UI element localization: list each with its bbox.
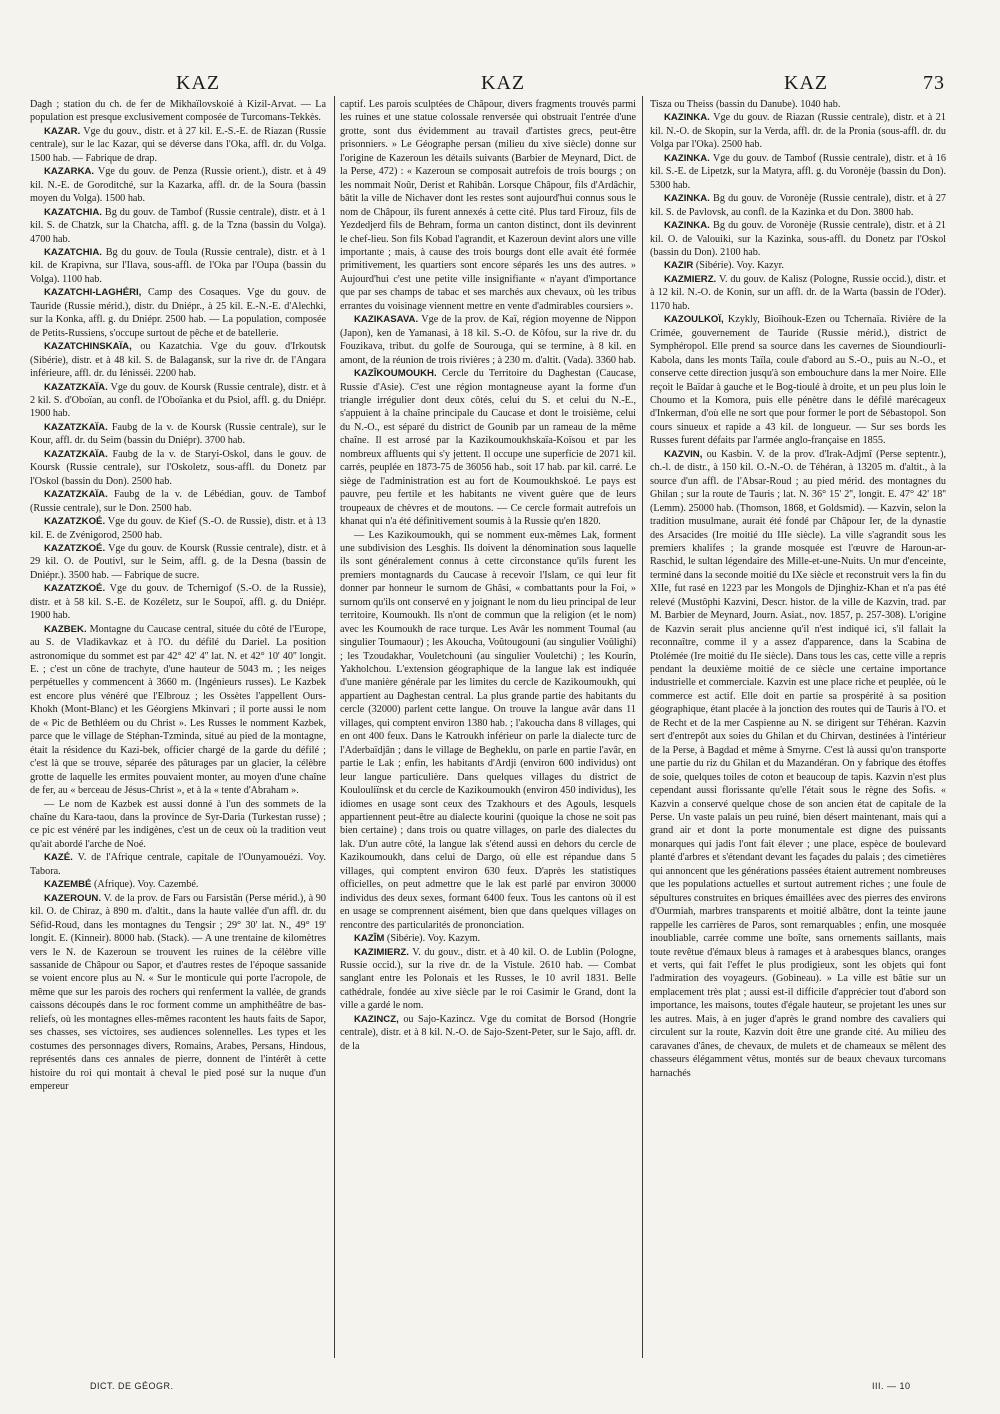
entry-text: Faubg de la v. de Staryi-Oskol, dans le gouv. de Koursk (Russie centrale), sur l'Oskoletz, sous-affl. du Donetz par l'Oskol (bassin du Don). 2500 hab. bbox=[30, 448, 326, 487]
entry-text: Vge du gouv. de Tchernigof (S.-O. de la Russie), distr. et à 58 kil. S.-E. de Kozéletz, sur le Soupoï, affl. g. du Dniépr. 1900 hab. bbox=[30, 583, 326, 622]
dictionary-entry bbox=[30, 125, 326, 165]
page-number: 73 bbox=[923, 72, 945, 94]
dictionary-entry bbox=[30, 421, 326, 448]
running-head-middle: KAZ bbox=[481, 72, 526, 94]
entry-text: Bg du gouv. de Voronèje (Russie centrale), distr. et à 21 kil. O. de Valouiki, sur la Kazinka, sous-affl. du Donetz par l'Oskol (bassin du Don). 2100 hab. bbox=[650, 220, 946, 258]
dictionary-entry bbox=[340, 529, 636, 933]
dictionary-entry bbox=[30, 582, 326, 622]
entry-headword: KAZÎM bbox=[354, 933, 385, 945]
entry-text: ou Kasbin. V. de la prov. d'Irak-Adjmî (Perse septentr.), ch.-l. de distr., à 150 kil. O.-N.-O. de Téhéran, à 13205 m. d'altit., à la source d'un affl. de l'Absar-Roud ; au pied mérid. des montagnes du Ghilan ; sur la route de Tauris ; lat. N. 36° 15' 2'', longit. E. 47° 42' 18'' (Lemm). 25000 hab. (Thomson, 1868, et Goldsmid). — Kazvin, selon la tradition musulmane, aurait été fondé par Châpour Ier, de la dynastie des Arsacides (Ire moitié du IIIe siècle). La ville s'agrandit sous les premiers khalifes ; la grande mosquée est l'œuvre de Haroun-ar-Raschid, le sultan légendaire des Mille-et-une-Nuits. Un mur d'enceinte, terminé dans la seconde moitié du IXe siècle et reconstruit vers la fin du XIIe, fut rasé en 1223 par les Mongols de Djinghiz-Khan et n'a pas été relevé (Mustôphi Kazvini, Descr. histor. de la ville de Kazvin, trad. par M. Barbier de Meynard, Journ. Asiat., nov. 1857, p. 257-308). L'origine de Kazvin serait plus ancienne qu'il n'est indiqué ici, s'il fallait la reconnaître, comme il y a assez d'apparence, dans la Scabina de Ptolémée (Ire moitié du IIe siècle). Dans tous les cas, cette ville a repris pendant la deuxième moitié de ce siècle une certaine importance industrielle et commerciale. Kazvin est une place riche et peuplée, où le commerce est actif. Elle doit en partie sa prospérité à sa position géographique, étant placée à la jonction des routes qui de Tauris à l'O. et de Recht et de la mer Caspienne au N. se dirigent sur Téhéran. Kazvin sert d'entrepôt aux soies du Ghilan et du Chirvan, destinées à l'intérieur de la Perse, à Bagdad et même à Smyrne. C'est là aussi qu'on transporte une partie du riz du Ghilan et du Mazandéran. On y fabrique des étoffes de soie, quelques toiles de coton et beaucoup de tapis. Kazvin n'est plus cependant aussi florissante qu'elle l'était sous le règne des Sofis. « Kazvin a conservé quelque chose de son ancien état de capitale de la Perse. Un vaste palais un peu ruiné, bien désert maintenant, mais qui a grand air et dont la porte monumentale est digne des puissants monarques qui jadis l'ont fait élever ; une place, espèce de boulevard planté d'arbres et s'étendant devant les façades du palais ; des cimetières qui annoncent que les générations passées étaient autrement nombreuses que les populations actuelles et surtout autrement riches ; une foule de sépultures construites en briques émaillées avec des pierres des environs d'Ourmiah, marbres transparents et moitié albâtre, dont la teinte jaune rappelle les carrières de Paros, sont remarquables ; enfin, une mosquée inoubliable, carrée comme une boîte, sans ornements saillants, mais toute revêtue d'émaux bleus à ramages et à arabesques blancs, oranges et verts, qui fait l'effet le plus prodigieux, sont les objets qui font l'admiration des voyageurs. (Gobineau). » La ville est bâtie sur un emplacement très plat ; aussi est-il difficile d'apprécier tout d'abord son importance, les maisons, toutes d'égale hauteur, se projetant les unes sur les autres. Mais, à en juger d'après le grand nombre des cavaliers qui circulent sur la route, Kazvin doit être une grande cité. Au milieu des caravanes d'ânes, de chevaux, de mulets et de chameaux se mêlent des chasseurs élégamment vêtus, montés sur de beaux chevaux turcomans harnachés bbox=[650, 448, 946, 1079]
dictionary-entry bbox=[650, 219, 946, 259]
entry-text: — Les Kazikoumoukh, qui se nomment eux-mêmes Lak, forment une subdivision des Lesghis. Ils doivent la dénomination sous laquelle ils sont généralement connus à cette circonstance qu'ils furent les premiers montagnards du Caucase à recevoir l'Islam, ce qui leur fit donner par honneur le surnom de Ghâsi, « combattants pour la Foi, » surnom qu'ils ont conservé en y joignant le nom du lieu principal de leur territoire, Koumoukh. Ils n'ont de commun que la religion (et le nom) avec les Koumoukh de race turque. Les Avâr les nomment Toumal (au singulier Toumaour) ; les Akoucha, Voûtougouni (au singulier Voûlighi) ; les Tzoudakhar, Vouletchouni (au singulier Vouletchi) ; les Kourîn, Yakholchou. L'extension géographique de la langue lak est indiquée d'une manière générale par les limites du cercle de Kazikoumoukh, qui appartient au Daghestan central. La plus grande partie des habitants du cercle (32000) parlent cette langue. On trouve la langue avâr dans 11 villages, qui comptent environ 1380 hab. ; l'akoucha dans 8 villages, qui en ont 400 feux. Dans le Katroukh inférieur on parle la dialecte turc de l'Aderbaïdjân ; dans le village de Begheklu, on parle en partie l'avâr, en partie le Lak ; enfin, les habitants d'Ardji (environ 600 individus) ont leur langue particulière. Dans quelques villages du district de Koulouliïnsk et du cercle de Kazikoumoukh (environ 450 individus), les idiomes en usage sont ceux des Tzakhours et des Agouls, lesquels appartiennent peut-être au dialecte kourini (quoique la chose ne soit pas bien certaine) ; dans trois ou quatre villages, on parle des dialectes du lak. D'un autre côté, la langue lak s'étend aussi en dehors du cercle de Kazikoumoukh, dans celui de Dargo, où elle est répandue dans 5 villages, qui comptent environ 630 feux. D'après les statistiques officielles, on peut admettre que le lak est parlé par environ 30000 individus des deux sexes, formant 6400 feux. Tous les cantons où il est en usage se comprennent aisément, bien que dans quelques villages on rencontre des particularités de prononciation. bbox=[340, 529, 636, 931]
column-divider bbox=[334, 96, 335, 1358]
entry-headword: KAZEMBÉ bbox=[44, 879, 92, 891]
dictionary-entry bbox=[340, 367, 636, 528]
entry-text: Bg du gouv. de Tambof (Russie centrale), distr. et à 1 kil. S. de Chatzk, sur la Chatcha, affl. g. de la Tzna (bassin du Volga). 4700 hab. bbox=[30, 206, 326, 245]
entry-text: Bg du gouv. de Toula (Russie centrale), distr. et à 1 kil. de Krapivna, sur l'Ilava, sous-affl. de l'Oka par l'Oupa (bassin du Volga). 1100 hab. bbox=[30, 246, 326, 285]
entry-headword: KAZIKASAVA. bbox=[354, 314, 419, 326]
text-column-2 bbox=[340, 98, 636, 1356]
text-column-1 bbox=[30, 98, 326, 1356]
dictionary-entry bbox=[30, 246, 326, 286]
entry-headword: KAZATZKOÉ. bbox=[44, 583, 106, 595]
dictionary-entry bbox=[650, 152, 946, 192]
entry-headword: KAZAR. bbox=[44, 125, 81, 137]
entry-headword: KAZOULKOÏ, bbox=[664, 314, 724, 326]
text-column-3 bbox=[650, 98, 946, 1356]
entry-headword: KAZATZKAÏA. bbox=[44, 448, 108, 460]
entry-text: ou Kazatchia. Vge du gouv. d'Irkoutsk (Sibérie), distr. et à 48 kil. S. de Balagansk, sur la rive dr. de l'Angara inférieure, affl. dr. du Iénisséi. 2200 hab. bbox=[30, 341, 326, 380]
entry-text: (Sibérie). Voy. Kazym. bbox=[386, 933, 481, 945]
entry-headword: KAZINKA. bbox=[664, 112, 710, 124]
dictionary-entry bbox=[340, 932, 636, 945]
entry-headword: KAZATCHI-LAGHÉRI, bbox=[44, 287, 142, 299]
entry-text: V. du gouv. de Kalisz (Pologne, Russie occid.), distr. et à 12 kil. N.-O. de Konin, sur un affl. dr. de la Warta (bassin de l'Oder). 1170 hab. bbox=[650, 273, 946, 312]
dictionary-entry bbox=[650, 448, 946, 1080]
entry-headword: KAZBEK. bbox=[44, 623, 87, 635]
dictionary-entry bbox=[650, 273, 946, 313]
entry-headword: KAZÉ. bbox=[44, 852, 73, 864]
running-head-left: KAZ bbox=[176, 72, 221, 94]
entry-text: captif. Les parois sculptées de Châpour, divers fragments trouvés parmi les ruines et une statue colossale renversée qui obstruait l'entrée d'une grotte, sont dus évidemment au travail d'artistes grecs, peut-être prisonniers. » Le Géographe persan (milieu du xive siècle) donne sur l'origine de Kazeroun les détails suivants (Barbier de Meynard, Dict. de la Perse, 472) : « Kazeroun se composait autrefois de trois bourgs ; on les nommait Noûr, Derist et Rahibân. Lorsque Châpour, fils d'Ardâchir, bâtit la ville de Nichaver dont les restes sont aujourd'hui connus sous le nom de Châpour, ils furent annexés à cette cité. Plus tard Firouz, fils de Yezdedjerd fils de Behram, forma un canton distinct, dont ils devinrent le chef-lieu. Son fils Kobad l'agrandit, et Kazeroun devint alors une ville importante ; mais, à cause des trois bourgs dont elle avait été formée primitivement, les quartiers sont encore séparés les uns des autres. » Aujourd'hui c'est une petite ville insignifiante « n'ayant d'importance que par ses champs de tabac et ses marchés aux chevaux, où les tribus errantes du voisinage viennent mettre en vente d'admirables coursiers ». bbox=[340, 99, 636, 312]
entry-text: ou Sajo-Kazincz. Vge du comitat de Borsod (Hongrie centrale), distr. et à 8 kil. N.-O. de Sajo-Szent-Peter, sur le Sajo, affl. dr. de la bbox=[340, 1013, 636, 1052]
entry-text: Camp des Cosaques. Vge du gouv. de Tauride (Russie mérid.), distr. du Dniépr., à 25 kil. E.-N.-E. d'Alechki, sur la Konka, affl. g. du Dniépr. 2500 hab. — La population, composée de Petits-Russiens, s'occupe surtout de pêche et de batellerie. bbox=[30, 287, 326, 339]
entry-text: Vge du gouv. de Kief (S.-O. de Russie), distr. et à 13 kil. E. de Zvénigorod, 2500 hab. bbox=[30, 516, 326, 541]
entry-headword: KAZÎKOUMOUKH. bbox=[354, 368, 437, 380]
entry-text: Vge du gouv. de Riazan (Russie centrale), distr. et à 21 kil. N.-O. de Skopin, sur la Verda, affl. dr. de la Pronia (sous-affl. dr. du Volga par l'Oka). 2500 hab. bbox=[650, 112, 946, 151]
entry-text: V. de la prov. de Fars ou Farsistân (Perse mérid.), à 90 kil. O. de Chiraz, à 890 m. d'altit., dans la haute vallée d'un affl. dr. du Séfid-Roud, dans les montagnes du Tengsir ; 29° 30' lat. N., 49° 19' longit. E. (Kinneir). 8000 hab. (Stack). — A une trentaine de kilomètres vers le N. de Kazeroun se trouvent les ruines de la célèbre ville sassanide de Châpour ou Sapor, et d'autres restes de l'époque sassanide se voient encore plus au N. « Sur le monticule qui porte l'acropole, de même que sur les parois des rochers qui renferment la vallée, de grands caissons découpés dans le roc forment comme un amphithéâtre de bas-reliefs, où les montagnes elles-mêmes racontent les hauts faits de Sapor, ses chasses, ses victoires, ses audiences solennelles. Les types et les costumes des personnages divers, Romains, Arabes, Persans, Hindous, représentés dans ces annales de pierre, donnent de l'intérêt à cette histoire du roi qui montait à cheval le pied posé sur la nuque d'un empereur bbox=[30, 892, 326, 1093]
entry-headword: KAZATCHINSKAÏA, bbox=[44, 341, 132, 353]
entry-text: Vge du gouv. de Koursk (Russie centrale), distr. et à 29 kil. O. de Poutivl, sur le Seim, affl. g. de la Desna (bassin de Dniépr.). 3500 hab. — Fabrique de sucre. bbox=[30, 542, 326, 581]
entry-text: Dagh ; station du ch. de fer de Mikhaïlovskoié à Kizil-Arvat. — La population est presque exclusivement composée de Turcomans-Tekkès. bbox=[30, 99, 326, 124]
entry-text: V. du gouv., distr. et à 40 kil. O. de Lublin (Pologne, Russie occid.), sur la rive dr. de la Vistule. 2610 hab. — Combat sanglant entre les Polonais et les Russes, le 10 avril 1831. Belle cathédrale, fondée au xive siècle par le roi Casimir le Grand, dont la ville a gardé le nom. bbox=[340, 946, 636, 1012]
dictionary-entry bbox=[30, 851, 326, 878]
dictionary-entry bbox=[650, 111, 946, 151]
entry-headword: KAZATZKOÉ. bbox=[44, 542, 106, 554]
dictionary-entry bbox=[30, 515, 326, 542]
entry-text: Faubg de la v. de Lébédian, gouv. de Tambof (Russie centrale), sur le Don. 2500 hab. bbox=[30, 489, 326, 514]
entry-text: Vge de la prov. de Kaï, région moyenne de Nippon (Japon), ken de Yamanasi, à 18 kil. S.-O. de Kôfou, sur la rive dr. du Fouzikava, tribut. du golfe de Sourouga, qui se termine, à 8 kil. en amont, de la réunion de trois rivières ; à 230 m. d'altit. (Vada). 3360 hab. bbox=[340, 314, 636, 366]
dictionary-entry bbox=[30, 488, 326, 515]
entry-headword: KAZATCHIA. bbox=[44, 246, 102, 258]
entry-text: Vge du gouv. de Penza (Russie orient.), distr. et à 49 kil. N.-E. de Goroditché, sur la Kazarka, affl. dr. de la Soura (bassin moyen du Volga). 1500 hab. bbox=[30, 166, 326, 205]
dictionary-entry bbox=[30, 878, 326, 891]
entry-text: Cercle du Territoire du Daghestan (Caucase, Russie d'Asie). C'est une région montagneuse ayant la forme d'un triangle irrégulier dont deux côtés, celui du S. et celui du N.-E., s'appuient à la chaîne principale du Caucase et dont le troisième, celui du N.-O., est séparé du district de Gounib par un rameau de la même chaîne. Il est arrosé par la Kazikoumoukhskaïa-Koïsou et par les nombreux affluents qui s'y jettent. Il occupe une superficie de 2071 kil. carrés, peuplée en 1873-75 de 36056 hab., soit 17 hab. par kil. carré. Le siège de l'administration est au fort de Koumoukhskoé. Le pays est pauvre, peu fertile et les habitants ne vivent guère que de leurs troupeaux de chèvres et de moutons. — Ce cercle formait autrefois un khanat qui n'a été définitivement soumis à la Russie qu'en 1820. bbox=[340, 368, 636, 528]
entry-headword: KAZIR bbox=[664, 260, 694, 272]
entry-headword: KAZATZKOÉ. bbox=[44, 516, 106, 528]
entry-text: Montagne du Caucase central, située du côté de l'Europe, au S. de Vladikavkaz et à l'O. du défilé du Dariel. La position astronomique du sommet est par 42° 42' 4'' lat. N. et 42° 10' 40'' longit. E. ; c'est un cône de trachyte, d'une hauteur de 5043 m. ; les neiges perpétuelles y commencent à 3660 m. (Ingénieurs russes). Le Kazbek est encore plus vénéré que l'Elbrouz ; les Ossètes l'appellent Ours-Khokh (Mont-Blanc) et les Géorgiens Mkinvari ; il porte aussi le nom de « Pic de Bethléem ou du Christ ». Les Russes le nomment Kazbek, parce que le village de Stéphan-Tzminda, situé au pied de la montagne, était la résidence du Kazi-bek, officier chargé de la garde du défilé ; c'est là que se trouve, séparée des pâturages par un glacier, la célèbre grotte de laquelle les ermites pouvaient monter, au moyen d'une chaîne de fer, au « berceau de Jésus-Christ », et à la « tente d'Abraham ». bbox=[30, 623, 326, 797]
entry-text: Bg du gouv. de Voronèje (Russie centrale), distr. et à 27 kil. S. de Pavlovsk, au confl. de la Kazinka et du Don. 3800 hab. bbox=[650, 193, 946, 218]
dictionary-entry bbox=[30, 340, 326, 380]
dictionary-entry bbox=[340, 946, 636, 1013]
entry-headword: KAZVIN, bbox=[664, 448, 703, 460]
dictionary-entry bbox=[650, 98, 946, 111]
entry-headword: KAZATCHIA. bbox=[44, 206, 102, 218]
running-head-right: KAZ bbox=[784, 72, 829, 94]
entry-text: Tisza ou Theiss (bassin du Danube). 1040 hab. bbox=[650, 99, 841, 110]
entry-headword: KAZMIERZ. bbox=[664, 273, 717, 285]
entry-text: (Afrique). Voy. Cazembé. bbox=[93, 879, 199, 891]
dictionary-entry bbox=[340, 1013, 636, 1053]
entry-headword: KAZEROUN. bbox=[44, 892, 102, 904]
entry-text: — Le nom de Kazbek est aussi donné à l'un des sommets de la chaîne du Kara-taou, dans la province de Syr-Daria (Turkestan russe) ; ce pic est vénéré par les indigènes, c'est un de ceux où la tradition veut qu'ait abordé l'arche de Noé. bbox=[30, 798, 326, 850]
dictionary-entry bbox=[30, 448, 326, 488]
dictionary-entry bbox=[30, 623, 326, 798]
entry-text: Vge du gouv., distr. et à 27 kil. E.-S.-E. de Riazan (Russie centrale), sur le lac Kazar, qui se déverse dans l'Oka, affl. dr. du Volga. 1500 hab. — Fabrique de drap. bbox=[30, 125, 326, 164]
dictionary-entry bbox=[30, 542, 326, 582]
column-divider bbox=[642, 96, 643, 1358]
entry-headword: KAZATZKAÏA. bbox=[44, 489, 108, 501]
entry-headword: KAZARKA. bbox=[44, 166, 95, 178]
dictionary-entry bbox=[30, 165, 326, 205]
entry-headword: KAZINCZ, bbox=[354, 1013, 399, 1025]
entry-headword: KAZINKA. bbox=[664, 152, 710, 164]
entry-headword: KAZATZKAÏA. bbox=[44, 421, 108, 433]
entry-text: (Sibérie). Voy. Kazyr. bbox=[695, 260, 784, 272]
dictionary-entry bbox=[650, 313, 946, 448]
dictionary-entry bbox=[30, 381, 326, 421]
entry-headword: KAZIMIERZ. bbox=[354, 946, 409, 958]
dictionary-entry bbox=[650, 192, 946, 219]
dictionary-entry bbox=[30, 206, 326, 246]
dictionary-entry bbox=[30, 286, 326, 340]
footer-left: DICT. DE GÉOGR. bbox=[90, 1381, 174, 1391]
entry-headword: KAZATZKAÏA. bbox=[44, 381, 108, 393]
entry-text: Vge du gouv. de Tambof (Russie centrale), distr. et à 16 kil. S.-E. de Lipetzk, sur la Matyra, affl. g. du Voronèje (bassin du Don). 5300 hab. bbox=[650, 152, 946, 191]
entry-text: V. de l'Afrique centrale, capitale de l'Ounyamouézi. Voy. Tabora. bbox=[30, 852, 326, 877]
entry-headword: KAZINKA. bbox=[664, 220, 710, 232]
entry-headword: KAZINKA. bbox=[664, 193, 710, 205]
dictionary-entry bbox=[30, 892, 326, 1094]
dictionary-entry bbox=[340, 313, 636, 367]
dictionary-entry bbox=[340, 98, 636, 313]
entry-text: Faubg de la v. de Koursk (Russie centrale), sur le Kour, affl. dr. du Seim (bassin du Dniépr). 3700 hab. bbox=[30, 421, 326, 447]
dictionary-entry bbox=[650, 259, 946, 272]
entry-text: Kzykly, Bioïhouk-Ezen ou Tchernaïa. Rivière de la Crimée, gouvernement de Tauride (Russie mérid.), district de Symphéropol. Elle prend sa source dans les cavernes de Sioundiourli-Kabola, dans les monts Taïla, coule d'abord au S.-O., puis au N.-O., et conserve cette direction jusqu'à son embouchure dans la mer Noire. Elle reçoit le Baïdar à gauche et le Bog-tioulé à droite, et un peu plus loin le Choumo et la Komora, puis elle pénètre dans le défilé marécageux d'Inkerman, d'où elle ne sort que pour former le port de Sébastopol. Son cours sinueux et rapide a 43 kil. de longueur. — Sur ses bords les Russes furent défaits par l'armée anglo-française en 1855. bbox=[650, 314, 946, 447]
dictionary-entry bbox=[30, 798, 326, 852]
entry-text: Vge du gouv. de Koursk (Russie centrale), distr. et à 2 kil. S. d'Oboïan, au confl. de l'Oboïanka et du Psiol, affl. g. du Dniépr. 1900 hab. bbox=[30, 381, 326, 420]
dictionary-entry bbox=[30, 98, 326, 125]
footer-right: III. — 10 bbox=[872, 1381, 911, 1391]
